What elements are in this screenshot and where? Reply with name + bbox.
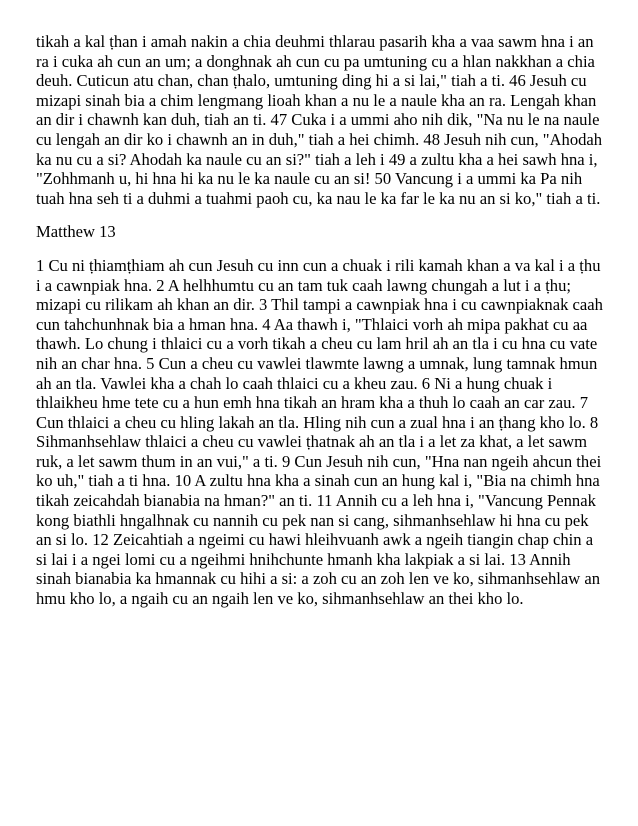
paragraph-1: tikah a kal ṭhan i amah nakin a chia deuhmi thlarau pasarih kha a vaa sawm hna i an ra i cuka ah cun an um; a donghnak ah cun cu pa umtuning cu a hlan nakkhan a chia deuh. Cuticun atu chan, chan ṭhalo, umtuning ding hi a si lai," tiah a ti. 46 Jesuh cu mizapi sinah bia a chim lengmang lioah khan a nu le a naule kha an ra. Lengah khan an dir i chawnh kan duh, tiah an ti. 47 Cuka i a ummi aho nih dik, "Na nu le na naule cu lengah an dir ko i chawnh an in duh," tiah a hei chimh. 48 Jesuh nih cun, "Ahodah ka nu cu a si? Ahodah ka naule cu an si?" tiah a leh i 49 a zultu kha a hei sawh hna i, "Zohhmanh u, hi hna hi ka nu le ka naule cu an si! 50 Vancung i a ummi ka Pa nih tuah hna seh ti a duhmi a tuahmi paoh cu, ka nau le ka far le ka nu an si ko," tiah a ti. <box>36 32 603 208</box>
chapter-heading: Matthew 13 <box>36 222 116 242</box>
document-page <box>36 32 606 623</box>
paragraph-2: 1 Cu ni ṭhiamṭhiam ah cun Jesuh cu inn cun a chuak i rili kamah khan a va kal i a ṭhu i a cawnpiak hna. 2 A helhhumtu cu an tam tuk caah lawng chungah a lut i a ṭhu; mizapi cu rilikam ah khan an dir. 3 Thil tampi a cawnpiak hna i cu cawnpiaknak caah cun tahchunhnak bia a hman hna. 4 Aa thawh i, "Thlaici vorh ah mipa pakhat cu aa thawh. Lo chung i thlaici cu a vorh tikah a cheu cu lam hril ah an tla i cu hna cu vate nih an char hna. 5 Cun a cheu cu vawlei tlawmte lawng a umnak, lung tamnak hmun ah an tla. Vawlei kha a chah lo caah thlaici cu a kheu zau. 6 Ni a hung chuak i thlaikheu hme tete cu a hun emh hna tikah an hram kha a thuh lo caah an car zau. 7 Cun thlaici a cheu cu hling lakah an tla. Hling nih cun a zual hna i an ṭhang kho lo. 8 Sihmanhsehlaw thlaici a cheu cu vawlei ṭhatnak ah an tla i a let za khat, a let sawm ruk, a let sawm thum in an vui," a ti. 9 Cun Jesuh nih cun, "Hna nan ngeih ahcun thei ko uh," tiah a ti hna. 10 A zultu hna kha a sinah cun an hung kal i, "Bia na chimh hna tikah zeicahdah bianabia na hman?" an ti. 11 Annih cu a leh hna i, "Vancung Pennak kong biathli hngalhnak cu nannih cu pek nan si cang, sihmanhsehlaw hi hna cu pek an si lo. 12 Zeicahtiah a ngeimi cu hawi hleihvuanh awk a ngeih tiangin chap chin a si lai i a ngei lomi cu a ngeihmi hnihchunte hmanh kha lakpiak a si lai. 13 Annih sinah bianabia ka hmannak cu hihi a si: a zoh cu an zoh len ve ko, sihmanhsehlaw an hmu kho lo, a ngaih cu an ngaih len ve ko, sihmanhsehlaw an thei kho lo. <box>36 255 603 609</box>
